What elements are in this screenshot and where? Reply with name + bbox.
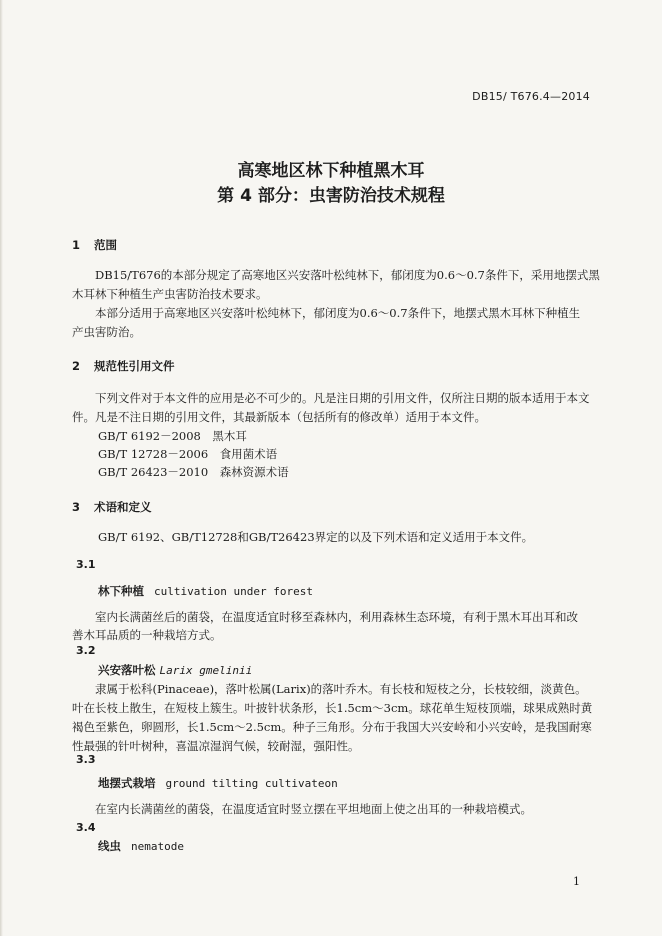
reference-item: GB/T 26423－2010 森林资源术语 <box>98 465 289 479</box>
definition-3-3-line1: 在室内长满菌丝的菌袋，在温度适宜时竖立摆在平坦地面上使之出耳的一种栽培模式。 <box>95 802 532 816</box>
section-2-para-line2: 件。凡是不注日期的引用文件，其最新版本（包括所有的修改单）适用于本文件。 <box>72 410 486 424</box>
term-3-4 <box>98 838 184 854</box>
section-3-title: 术语和定义 <box>94 500 152 514</box>
reference-item: GB/T 6192－2008 黑木耳 <box>98 429 247 443</box>
section-3-intro: GB/T 6192、GB/T12728和GB/T26423界定的以及下列术语和定义适用于本文件。 <box>98 530 534 544</box>
section-1-para1-line1: DB15/T676的本部分规定了高寒地区兴安落叶松纯林下，郁闭度为0.6～0.7条件下，采用地摆式黑 <box>95 268 600 282</box>
term-3-1 <box>98 583 313 599</box>
section-1-para2-line2: 产虫害防治。 <box>72 325 141 339</box>
term-3-1-chinese: 林下种植 <box>98 584 144 598</box>
section-1-number: 1 <box>72 238 81 252</box>
definition-3-1-line2: 善木耳品质的一种栽培方式。 <box>72 628 222 642</box>
definition-3-2-line3: 褐色至紫色，卵圆形，长1.5cm～2.5cm。种子三角形。分布于我国大兴安岭和小兴安岭，是我国耐寒 <box>72 720 592 734</box>
subsection-3-3-number: 3.3 <box>76 753 96 766</box>
page-fold-shadow <box>0 0 3 936</box>
term-3-2 <box>98 662 252 678</box>
section-2-para-line1: 下列文件对于本文件的应用是必不可少的。凡是注日期的引用文件，仅所注日期的版本适用于本文 <box>95 391 590 405</box>
term-3-1-english: cultivation under forest <box>154 585 313 598</box>
term-3-2-chinese: 兴安落叶松 <box>98 663 156 677</box>
document-code: DB15/ T676.4—2014 <box>472 90 590 103</box>
term-3-3-english: ground tilting cultivateon <box>165 777 338 790</box>
subsection-3-1-number: 3.1 <box>76 558 96 571</box>
term-3-4-chinese: 线虫 <box>98 839 121 853</box>
section-1-para1-line2: 木耳林下种植生产虫害防治技术要求。 <box>72 287 268 301</box>
definition-3-2-line4: 性最强的针叶树种，喜温凉湿润气候，较耐湿，强阳性。 <box>72 739 360 753</box>
definition-3-1-line1: 室内长满菌丝后的菌袋，在温度适宜时移至森林内，利用森林生态环境，有利于黑木耳出耳和改 <box>95 610 578 624</box>
document-title-line1: 高寒地区林下种植黑木耳 <box>237 161 425 181</box>
section-1-title: 范围 <box>94 238 117 252</box>
term-3-4-english: nematode <box>131 840 184 853</box>
section-2-title: 规范性引用文件 <box>94 359 175 373</box>
section-2-number: 2 <box>72 359 81 373</box>
document-title-line2: 第 4 部分：虫害防治技术规程 <box>217 186 445 206</box>
definition-3-2-line2: 叶在长枝上散生，在短枝上簇生。叶披针状条形，长1.5cm～3cm。球花单生短枝顶端，球果成熟时黄 <box>72 701 593 715</box>
section-1-para2-line1: 本部分适用于高寒地区兴安落叶松纯林下，郁闭度为0.6～0.7条件下，地摆式黑木耳林下种植生 <box>95 306 581 320</box>
section-1-heading <box>72 237 117 253</box>
section-3-number: 3 <box>72 500 81 514</box>
section-3-heading <box>72 499 152 515</box>
subsection-3-2-number: 3.2 <box>76 644 96 657</box>
subsection-3-4-number: 3.4 <box>76 821 96 834</box>
definition-3-2-line1: 隶属于松科(Pinaceae)，落叶松属(Larix)的落叶乔木。有长枝和短枝之分，长枝较细，淡黄色。 <box>95 682 587 696</box>
reference-item: GB/T 12728－2006 食用菌术语 <box>98 447 278 461</box>
section-2-heading <box>72 358 175 374</box>
term-3-3-chinese: 地摆式栽培 <box>98 776 156 790</box>
term-3-3 <box>98 775 338 791</box>
page-number: 1 <box>573 875 580 888</box>
term-3-2-latin: Larix gmelinii <box>159 664 253 677</box>
